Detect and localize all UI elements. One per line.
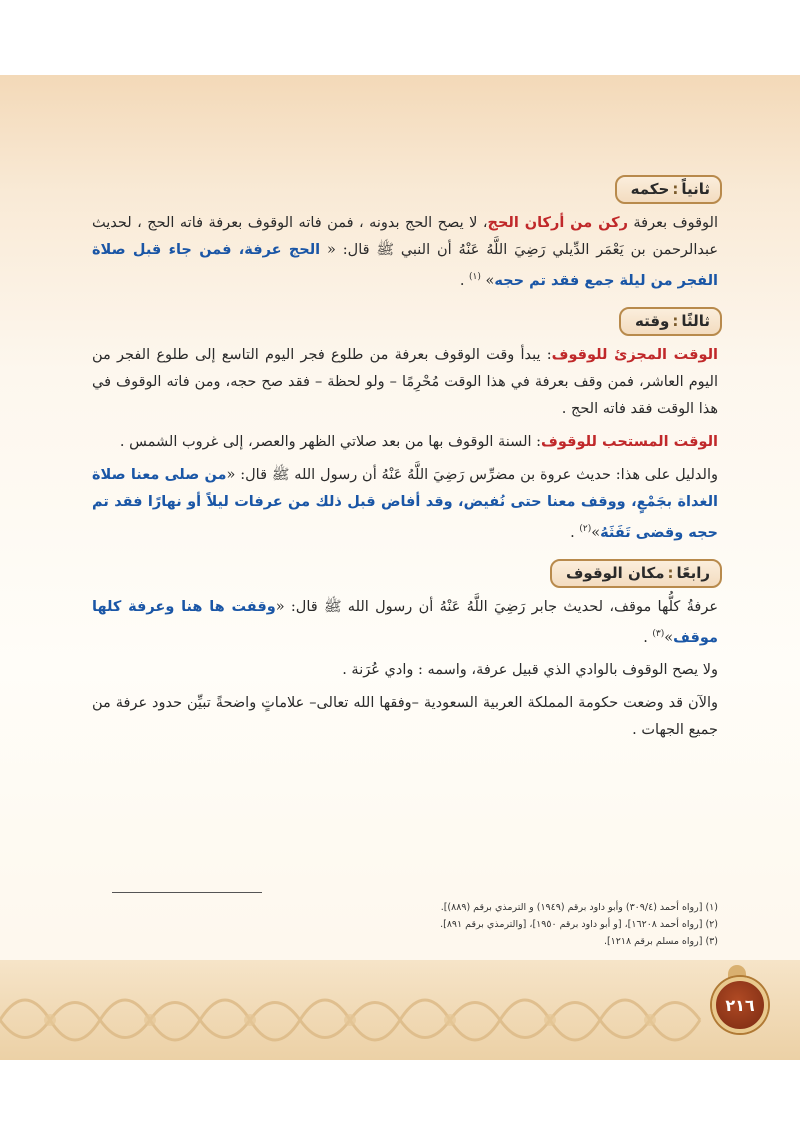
section-ruling — [92, 175, 718, 295]
place-paragraph-2: ولا يصح الوقوف بالوادي الذي قبيل عرفة، واسمه : وادي عُرَنة . — [342, 662, 718, 679]
place-paragraph-1: عرفةُ كلُّها موقف، لحديث جابر رَضِيَ اللَّهُ عَنْهُ أن رسول الله ﷺ قال: «وقفت ها هنا وعرفة كلها موقف»$^{(٣)}$ . — [92, 598, 718, 646]
section-time — [92, 307, 718, 547]
footnote-divider — [112, 892, 262, 893]
time-evidence-paragraph: والدليل على هذا: حديث عروة بن مضرِّس رَضِيَ اللَّهُ عَنْهُ أن رسول الله ﷺ قال: «من صلى معنا صلاة الغداة بجَمْعٍ، ووقف معنا حتى نُفيض، وقد أفاض قبل ذلك من عرفات ليلاً أو نهارًا فقد تم حجه وقضى تَفَثَهُ»$^{(٢)}$ . — [92, 466, 718, 541]
footnote-3: (٣) [رواه مسلم برقم ١٢١٨]. — [603, 936, 718, 947]
footnotes — [118, 899, 718, 950]
section-heading-ruling: ثانياً:حكمه — [615, 175, 722, 204]
footnote-1: (١) [رواه أحمد (٣٠٩/٤) وأبو داود برقم (١٩٤٩) و الترمذي برقم (٨٨٩)]. — [440, 902, 718, 913]
footnote-2: (٢) [رواه أحمد ١٦٢٠٨]، [و أبو داود برقم ١٩٥٠]، [والترمذي برقم ٨٩١]. — [440, 919, 718, 930]
section-place — [92, 559, 718, 745]
footnote-ref: (٢) — [579, 523, 592, 534]
page — [0, 75, 800, 1060]
footnote-ref: (٣) — [652, 628, 665, 639]
section-heading-place: رابعًا:مكان الوقوف — [550, 559, 722, 588]
time-recommended-paragraph: الوقت المستحب للوقوف: السنة الوقوف بها من بعد صلاتي الظهر والعصر، إلى غروب الشمس . — [119, 433, 718, 450]
content — [92, 175, 718, 756]
footnote-ref: (١) — [469, 272, 481, 282]
bottom-ornament-band — [0, 960, 800, 1060]
ruling-paragraph: الوقوف بعرفة ركن من أركان الحج، لا يصح الحج بدونه ، فمن فاته الوقوف بعرفة فاته الحج ، لحديث عبدالرحمن بن يَعْمَر الدِّيلي رَضِيَ اللَّهُ عَنْهُ أن النبي ﷺ قال: « الحج عرفة، فمن جاء قبل صلاة الفجر من ليلة جمع فقد تم حجه» $^{(١)}$ . — [92, 215, 718, 289]
section-heading-time: ثالثًا:وقته — [619, 307, 722, 336]
page-number-badge: ٢١٦ — [712, 977, 768, 1033]
time-sufficient-paragraph: الوقت المجزئ للوقوف: يبدأ وقت الوقوف بعرفة من طلوع فجر اليوم التاسع إلى طلوع الفجر من اليوم العاشر، فمن وقف بعرفة في هذا الوقت مُحْرِمًا – ولو لحظة – فقد صح حجه، ومن فاته الوقوف في هذا الوقت فقد فاته الحج . — [92, 346, 718, 417]
place-paragraph-3: والآن قد وضعت حكومة المملكة العربية السعودية –وفقها الله تعالى– علاماتٍ واضحةً تبيِّن حدود عرفة من جميع الجهات . — [92, 695, 718, 739]
